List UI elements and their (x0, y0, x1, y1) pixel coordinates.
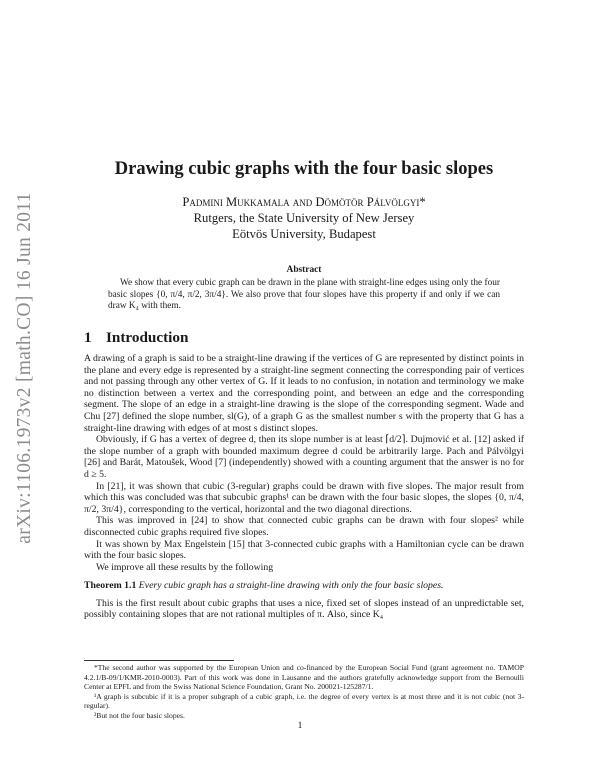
page-number: 1 (297, 721, 303, 731)
affiliation-rutgers: Rutgers, the State University of New Jersey (193, 211, 415, 225)
footnotes (84, 660, 524, 721)
abstract-heading: Abstract (286, 265, 322, 275)
theorem-text: Every cubic graph has a straight-line drawing with only the four basic slopes. (138, 580, 444, 592)
footnote: ²But not the four basic slopes. (94, 710, 185, 720)
paragraph: We improve all these results by the following (96, 561, 274, 573)
authors: Padmini Mukkamala and Dömötör Pálvölgyi* (182, 195, 426, 209)
theorem (84, 580, 524, 592)
paragraph: This is the first result about cubic graphs that uses a nice, fixed set of slopes instead of an unpredictable set, possibly containing slopes that are not rational multiples of π. Also, since K₄ (84, 597, 524, 621)
paragraph: Obviously, if G has a vertex of degree d, then its slope number is at least ⌈d/2⌉. Dujmović et al. [12] asked if the slope number of a graph with bounded maximum degree d could be arbitrarily large. Pach and Pálvölgyi [26] and Barát, Matoušek, Wood [7] (independently) showed with a counting argument that the answer is no for d ≥ 5. (84, 434, 524, 480)
footnote: *The second author was supported by the European Union and co-financed by the European Social Fund (grant agreement no. TAMOP 4.2.1/B-09/1/KMR-2010-0003). Part of this work was done in Lausanne and the authors gratefully acknowledge support from the Bernoulli Center at EPFL and from the Swiss National Science Foundation, Grant No. 200021-125287/1. (84, 663, 524, 692)
affiliation-eotvos: Eötvös University, Budapest (232, 227, 376, 241)
abstract-text: We show that every cubic graph can be drawn in the plane with straight-line edges using only the four basic slopes {0, π/4, π/2, 3π/4}. We also prove that four slopes have this property if and only if we can draw K₄ with them. (108, 278, 500, 312)
paragraph: It was shown by Max Engelstein [15] that 3-connected cubic graphs with a Hamiltonian cycle can be drawn with the four basic slopes. (84, 538, 524, 562)
arxiv-stamp: arXiv:1106.1973v2 [math.CO] 16 Jun 2011 (14, 192, 35, 544)
section-number: 1 (84, 329, 92, 346)
paper-title: Drawing cubic graphs with the four basic slopes (114, 159, 494, 179)
footnote-rule (84, 660, 234, 661)
paragraph: A drawing of a graph is said to be a straight-line drawing if the vertices of G are represented by distinct points in the plane and every edge is represented by a straight-line segment connecting the corresponding pair of vertices and not passing through any other vertex of G. If it leads to no confusion, in notation and terminology we make no distinction between a vertex and the corresponding point, and between an edge and the corresponding segment. The slope of an edge in a straight-line drawing is the slope of the corresponding segment. Wade and Chu [27] defined the slope number, sl(G), of a graph G as the smallest number s with the property that G has a straight-line drawing with edges of at most s distinct slopes. (84, 353, 524, 434)
section-title: Introduction (106, 329, 189, 346)
theorem-label: Theorem 1.1 (84, 580, 137, 592)
body-text (84, 353, 524, 621)
paragraph: This was improved in [24] to show that connected cubic graphs can be drawn with four slopes² while disconnected cubic graphs required five slopes. (84, 515, 524, 538)
paragraph: In [21], it was shown that cubic (3-regular) graphs could be drawn with five slopes. The major result from which this was concluded was that subcubic graphs¹ can be drawn with the four basic slopes, the slopes {0, π/4, π/2, 3π/4}, corresponding to the vertical, horizontal and the two diagonal directions. (84, 480, 524, 515)
section-heading (84, 329, 188, 347)
footnote: ¹A graph is subcubic if it is a proper subgraph of a cubic graph, i.e. the degree of every vertex is at most three and it is not cubic (not 3-regular). (84, 691, 524, 711)
